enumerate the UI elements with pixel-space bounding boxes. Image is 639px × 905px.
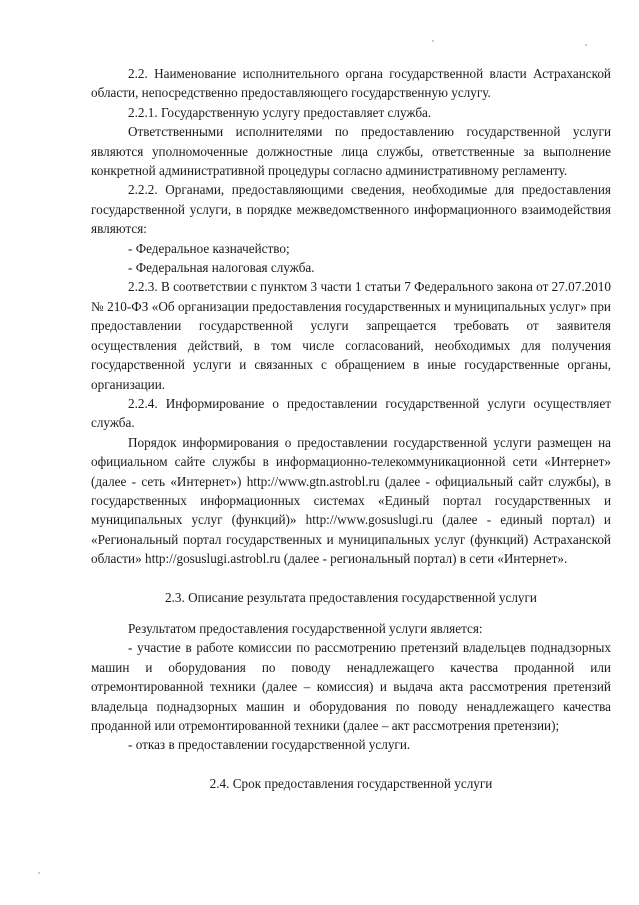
section-heading-2-3: 2.3. Описание результата предоставления государственной услуги [165, 589, 537, 605]
list-item: - Федеральная налоговая служба. [128, 260, 315, 276]
paragraph-2-2-4: 2.2.4. Информирование о предоставлении государственной услуги осуществляет служба. [91, 395, 611, 431]
paragraph-2-2-1: 2.2.1. Государственную услугу предоставляет служба. [128, 104, 432, 120]
scan-speck [585, 44, 587, 46]
list-item: - отказ в предоставлении государственной услуги. [128, 737, 411, 753]
paragraph-result-intro: Результатом предоставления государственной услуги является: [128, 620, 483, 636]
paragraph-responsible: Ответственными исполнителями по предоставлению государственной услуги являются уполномоченные должностные лица службы, ответственные за выполнение конкретной административной процедуры согласно административному регламенту. [91, 124, 611, 179]
paragraph-2-2-3: 2.2.3. В соответствии с пунктом 3 части 1 статьи 7 Федерального закона от 27.07.2010 № 210-ФЗ «Об организации предоставления государственных и муниципальных услуг» при предоставлении государственной услуги запрещается требовать от заявителя осуществления действий, в том числе согласований, необходимых для получения государственной услуги и связанных с обращением в иные государственные органы, организации. [91, 279, 611, 392]
paragraph-informing: Порядок информирования о предоставлении государственной услуги размещен на официальном сайте службы в информационно-телекоммуникационной сети «Интернет» (далее - сеть «Интернет») http://www.gtn.astrobl.ru (далее - официальный сайт службы), в государственных информационных системах «Единый портал государственных и муниципальных услуг (функций)» http://www.gosuslugi.ru (далее - единый портал) и «Региональный портал государственных и муниципальных услуг (функций) Астраханской области» http://gosuslugi.astrobl.ru (далее - региональный портал) в сети «Интернет». [91, 434, 611, 567]
paragraph-2-2-2: 2.2.2. Органами, предоставляющими сведения, необходимые для предоставления государственной услуги, в порядке межведомственного информационного взаимодействия являются: [91, 182, 611, 237]
scan-speck [432, 40, 434, 42]
section-heading-2-4: 2.4. Срок предоставления государственной услуги [209, 775, 493, 791]
scan-speck [38, 872, 40, 874]
document-body [91, 64, 611, 793]
list-item: - Федеральное казначейство; [128, 240, 290, 256]
list-item: - участие в работе комиссии по рассмотрению претензий владельцев поднадзорных машин и оборудования по поводу ненадлежащего качества проданной или отремонтированной техники (далее – комиссия) и выдача акта рассмотрения претензий владельца поднадзорных машин и оборудования по поводу ненадлежащего качества проданной или отремонтированной техники (далее – акт рассмотрения претензии); [91, 640, 611, 733]
paragraph-2-2: 2.2. Наименование исполнительного органа государственной власти Астраханской области, непосредственно предоставляющего государственную услугу. [91, 66, 611, 101]
